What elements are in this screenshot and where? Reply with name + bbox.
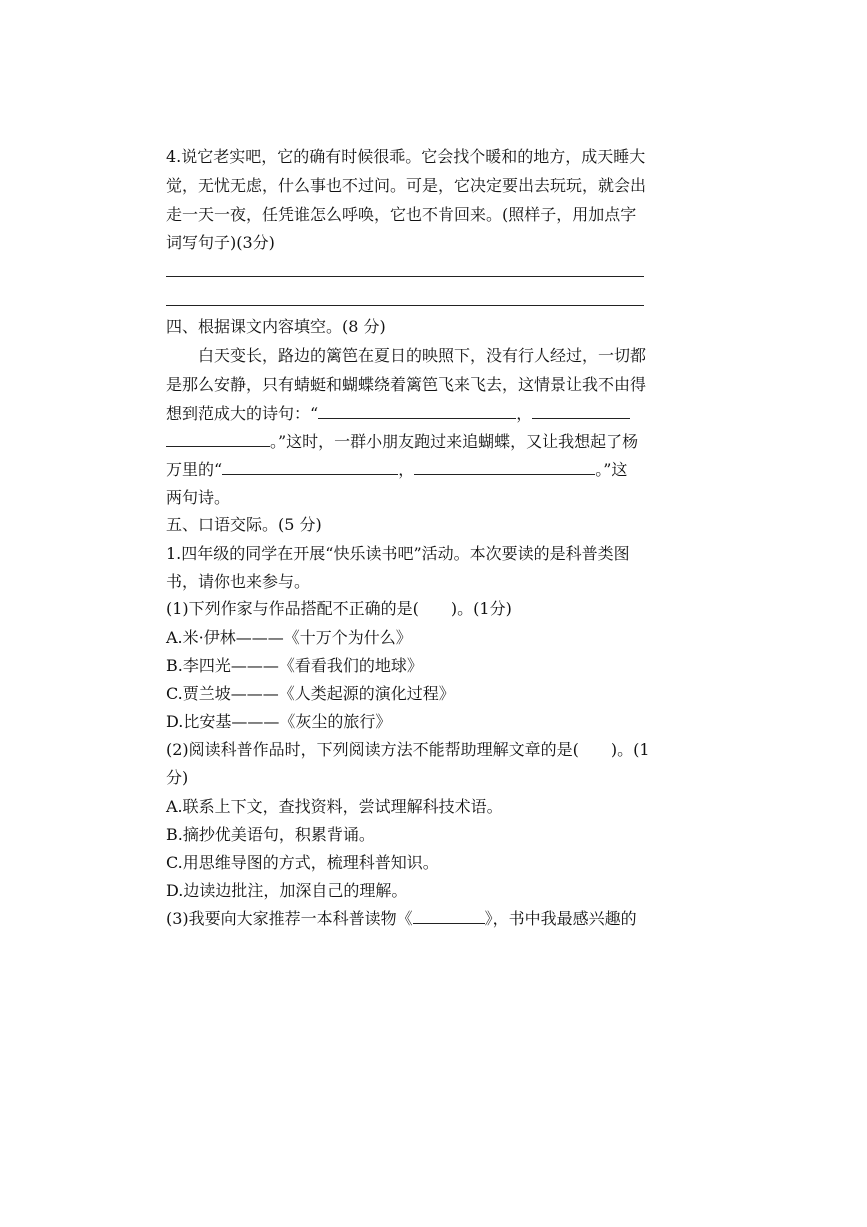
sub-question-2-line-2: 分) xyxy=(166,768,189,787)
section-4-para-line-6: 两句诗。 xyxy=(166,488,231,507)
section-4-para-line-1: 白天变长，路边的篱笆在夏日的映照下，没有行人经过，一切都 xyxy=(198,346,647,365)
sub-question-3-text: (3)我要向大家推荐一本科普读物《 xyxy=(166,909,413,928)
option-1a: A.米·伊林———《十万个为什么》 xyxy=(166,628,412,647)
section-4-para-line-5 xyxy=(166,460,627,480)
poem-blank-2b[interactable] xyxy=(166,432,270,447)
q4-line-3: 走一天一夜，任凭谁怎么呼唤，它也不肯回来。(照样子，用加点字 xyxy=(166,205,637,224)
section-4-title: 四、根据课文内容填空。(8 分) xyxy=(166,317,386,336)
q1-line-1: 1.四年级的同学在开展“快乐读书吧”活动。本次要读的是科普类图 xyxy=(166,544,630,563)
para-text: 万里的“ xyxy=(166,460,223,479)
poem-blank-2a[interactable] xyxy=(532,404,630,419)
para-text: 。”这时，一群小朋友跑过来追蝴蝶，又让我想起了杨 xyxy=(270,432,639,451)
section-5-title: 五、口语交际。(5 分) xyxy=(166,515,322,534)
poem-blank-4[interactable] xyxy=(414,460,595,475)
section-4-para-line-3 xyxy=(166,404,630,424)
sub-question-1: (1)下列作家与作品搭配不正确的是( )。(1分) xyxy=(166,599,512,618)
poem-blank-1[interactable] xyxy=(318,404,516,419)
option-1c: C.贾兰坡———《人类起源的演化过程》 xyxy=(166,684,455,703)
q4-line-2: 觉，无忧无虑，什么事也不过问。可是，它决定要出去玩玩，就会出 xyxy=(166,176,647,195)
q1-line-2: 书，请你也来参与。 xyxy=(166,572,311,591)
option-2b: B.摘抄优美语句，积累背诵。 xyxy=(166,825,375,844)
sub-question-3 xyxy=(166,909,637,929)
q4-line-1: 4.说它老实吧，它的确有时候很乖。它会找个暖和的地方，成天睡大 xyxy=(166,147,646,166)
option-1b: B.李四光———《看看我们的地球》 xyxy=(166,656,423,675)
section-4-para-line-2: 是那么安静，只有蜻蜓和蝴蝶绕着篱笆飞来飞去，这情景让我不由得 xyxy=(166,375,647,394)
sub-question-3-text-end: 》，书中我最感兴趣的 xyxy=(484,909,637,928)
answer-line-1[interactable] xyxy=(166,276,644,277)
para-text: 。”这 xyxy=(595,460,628,479)
option-2c: C.用思维导图的方式，梳理科普知识。 xyxy=(166,853,439,872)
q4-line-4: 词写句子)(3分) xyxy=(166,233,275,252)
para-text: 想到范成大的诗句：“ xyxy=(166,404,319,423)
option-2a: A.联系上下文，查找资料，尝试理解科技术语。 xyxy=(166,797,503,816)
comma: ， xyxy=(398,460,415,479)
option-2d: D.边读边批注，加深自己的理解。 xyxy=(166,881,408,900)
answer-line-2[interactable] xyxy=(166,305,644,306)
option-1d: D.比安基———《灰尘的旅行》 xyxy=(166,712,392,731)
comma: ， xyxy=(516,404,533,423)
sub-question-2-line-1: (2)阅读科普作品时，下列阅读方法不能帮助理解文章的是( )。(1 xyxy=(166,740,650,759)
book-title-blank[interactable] xyxy=(413,909,485,924)
section-4-para-line-4 xyxy=(166,432,638,452)
poem-blank-3[interactable] xyxy=(222,460,398,475)
